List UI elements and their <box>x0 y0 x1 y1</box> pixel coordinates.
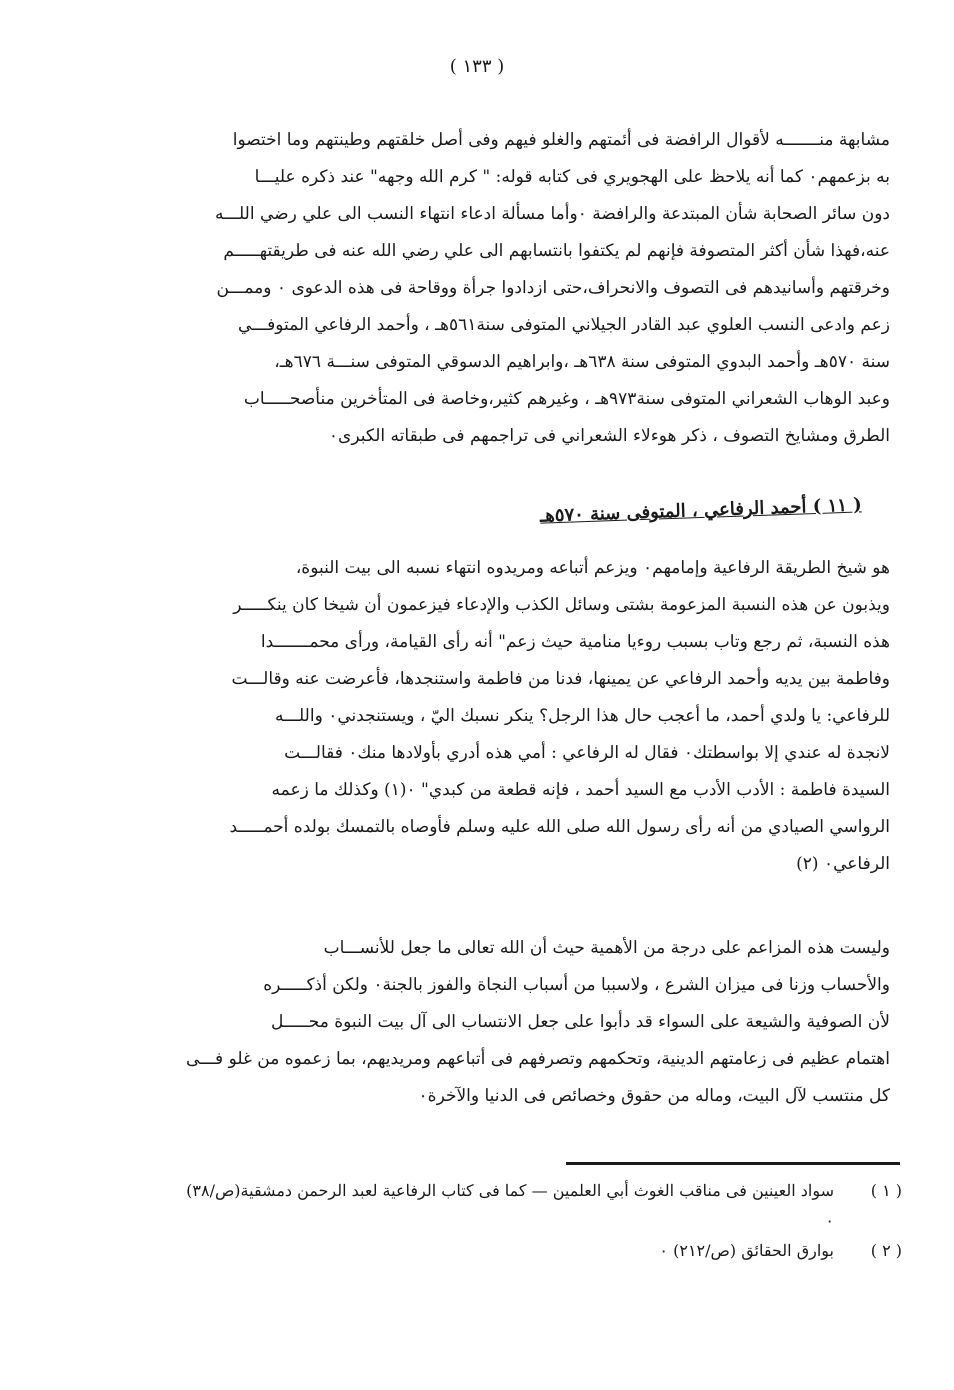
text-line: الطرق ومشايخ التصوف ، ذكر هوءلاء الشعراني فى تراجمهم فى طبقاته الكبرى٠ <box>328 426 890 446</box>
footnote-number: ( ٢ ) <box>870 1241 902 1260</box>
text-line: هو شيخ الطريقة الرفاعية وإمامهم٠ ويزعم أتباعه ومريدوه انتهاء نسبه الى بيت النبوة، <box>295 558 890 578</box>
text-line: دون سائر الصحابة شأن المبتدعة والرافضة ٠وأما مسألة ادعاء انتهاء النسب الى علي رضي اللـــه <box>215 204 890 224</box>
footnote-divider <box>566 1162 900 1165</box>
text-line: هذه النسبة، ثم رجع وتاب بسبب روءيا منامية حيث زعم" أنه رأى القيامة، ورأى محمـــــــدا <box>260 632 890 652</box>
text-line: عنه،فهذا شأن أكثر المتصوفة فإنهم لم يكتفوا بانتسابهم الى علي رضي الله عنه فى طريقتهـــــم <box>223 241 890 261</box>
text-line: وليست هذه المزاعم على درجة من الأهمية حيث أن الله تعالى ما جعل للأنســـاب <box>323 938 890 958</box>
text-line: سنة ٥٧٠هـ وأحمد البدوي المتوفى سنة ٦٣٨هـ ،وابراهيم الدسوقي المتوفى سنـــة ٦٧٦هـ، <box>274 352 890 372</box>
text-line: ويذبون عن هذه النسبة المزعومة بشتى وسائل الكذب والإدعاء فيزعمون أن شيخا كان ينكـــــر <box>233 595 890 615</box>
text-line: وعبد الوهاب الشعراني المتوفى سنة٩٧٣هـ ، وغيرهم كثير،وخاصة فى المتأخرين منأصحـــــاب <box>243 389 890 409</box>
text-line: الرواسي الصيادي من أنه رأى رسول الله صلى الله عليه وسلم فأوصاه بالتمسك بولده أحمـــــد <box>229 817 890 837</box>
text-line: والأحساب وزنا فى ميزان الشرع ، ولاسببا من أسباب النجاة والفوز بالجنة٠ ولكن أذكـــــره <box>263 975 890 995</box>
text-line: السيدة فاطمة : الأدب الأدب مع السيد أحمد ، فإنه قطعة من كبدي" ٠(١) وكذلك ما زعمه <box>271 780 890 800</box>
text-line: زعم وادعى النسب العلوي عبد القادر الجيلاني المتوفى سنة٥٦١هـ ، وأحمد الرفاعي المتوفـــي <box>238 315 890 335</box>
section-heading: ( ١١ ) أحمد الرفاعي ، المتوفى سنة ٥٧٠هـ <box>539 494 863 527</box>
text-line: للرفاعي: يا ولدي أحمد، ما أعجب حال هذا الرجل؟ ينكر نسبك اليّ ، ويستنجدني٠ واللـــه <box>275 706 890 726</box>
text-line: مشابهة منـــــــه لأقوال الرافضة فى أئمتهم والغلو فيهم وفى أصل خلقتهم وطينتهم وما اختصوا <box>232 130 890 150</box>
footnote-number: ( ١ ) <box>870 1181 902 1200</box>
paragraph-2 <box>170 550 890 883</box>
footnote-text: سواد العينين فى مناقب الغوث أبي العلمين — كما فى كتاب الرفاعية لعبد الرحمن دمشقية(ص/٣٨) ٠ <box>186 1181 834 1230</box>
footnote-text: بوارق الحقائق (ص/٢١٢) ٠ <box>659 1241 834 1260</box>
text-line: به بزعمهم٠ كما أنه يلاحظ على الهجويري فى كتابه قوله: " كرم الله وجهه" عند ذكره عليـــا <box>254 167 890 187</box>
text-line: وخرقتهم وأسانيدهم فى التصوف والانحراف،حتى ازدادوا جرأة ووقاحة فى هذه الدعوى ٠ وممـــن <box>216 278 890 298</box>
text-line: كل منتسب لآل البيت، وماله من حقوق وخصائص فى الدنيا والآخرة٠ <box>418 1086 890 1106</box>
page-number: ( ١٣٣ ) <box>449 56 505 77</box>
text-line: لأن الصوفية والشيعة على السواء قد دأبوا على جعل الانتساب الى آل بيت النبوة محـــــل <box>270 1012 890 1032</box>
text-line: اهتمام عظيم فى زعامتهم الدينية، وتحكمهم وتصرفهم فى أتباعهم ومريديهم، بما زعموه من غلو فـــى <box>185 1049 890 1069</box>
paragraph-3 <box>170 930 890 1115</box>
text-line: لانجدة له عندي إلا بواسطتك٠ فقال له الرفاعي : أمي هذه أدري بأولادها منك٠ فقالـــت <box>284 743 890 763</box>
paragraph-1 <box>170 122 890 455</box>
text-line: وفاطمة بين يديه وأحمد الرفاعي عن يمينها، فدنا من فاطمة واستنجدها، فأعرضت عنه وقالـــت <box>231 669 890 689</box>
text-line: الرفاعي٠ (٢) <box>796 854 890 874</box>
